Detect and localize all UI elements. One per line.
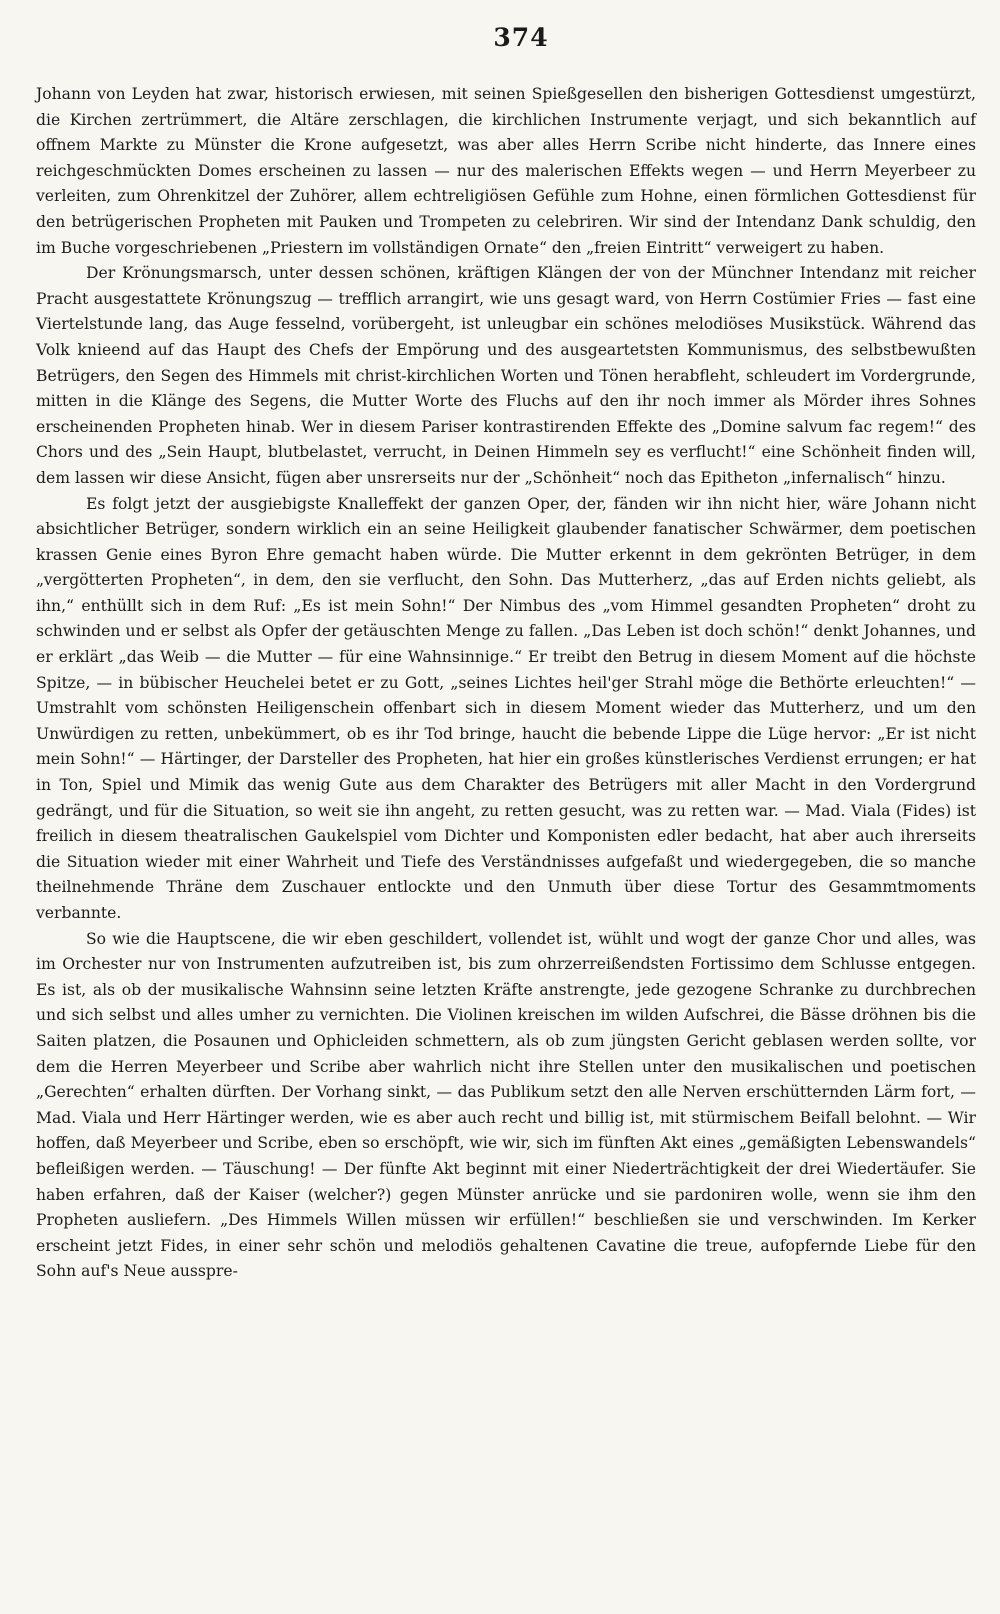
paragraph-2: Der Krönungsmarsch, unter dessen schönen, kräftigen Klängen der von der Münchner Intendanz mit reicher Pracht ausgestattete Krönungszug — trefflich arrangirt, wie uns gesagt ward, von Herrn Costümier Fries — fast eine Viertelstunde lang, das Auge fesselnd, vorübergeht, ist unleugbar ein schönes melodiöses Musikstück. Während das Volk knieend auf das Haupt des Chefs der Empörung und des ausgeartetsten Kommunismus, des selbstbewußten Betrügers, den Segen des Himmels mit christ-kirchlichen Worten und Tönen herabfleht, schleudert im Vordergrunde, mitten in die Klänge des Segens, die Mutter Worte des Fluchs auf den ihr noch immer als Mörder ihres Sohnes erscheinenden Propheten hinab. Wer in diesem Pariser kontrastirenden Effekte des „Domine salvum fac regem!“ des Chors und des „Sein Haupt, blutbelastet, verrucht, in Deinen Himmeln sey es verflucht!“ eine Schönheit finden will, dem lassen wir diese Ansicht, fügen aber unsrerseits nur der „Schönheit“ noch das Epitheton „infernalisch“ hinzu.	[36, 264, 976, 487]
document-page	[36, 0, 976, 1285]
paragraph-4: So wie die Hauptscene, die wir eben geschildert, vollendet ist, wühlt und wogt der ganze Chor und alles, was im Orchester nur von Instrumenten aufzutreiben ist, bis zum ohrzerreißendsten Fortissimo dem Schlusse entgegen. Es ist, als ob der musikalische Wahnsinn seine letzten Kräfte anstrengte, jede gezogene Schranke zu durchbrechen und sich selbst und alles umher zu vernichten. Die Violinen kreischen im wilden Aufschrei, die Bässe dröhnen bis die Saiten platzen, die Posaunen und Ophicleiden schmettern, als ob zum jüngsten Gericht geblasen werden sollte, vor dem die Herren Meyerbeer und Scribe aber wahrlich nicht ihre Stellen unter den musikalischen und poetischen „Gerechten“ erhalten dürften. Der Vorhang sinkt, — das Publikum setzt den alle Nerven erschütternden Lärm fort, — Mad. Viala und Herr Härtinger werden, wie es aber auch recht und billig ist, mit stürmischem Beifall belohnt. — Wir hoffen, daß Meyerbeer und Scribe, eben so erschöpft, wie wir, sich im fünften Akt eines „gemäßigten Lebenswandels“ befleißigen werden. — Täuschung! — Der fünfte Akt beginnt mit einer Niederträchtigkeit der drei Wiedertäufer. Sie haben erfahren, daß der Kaiser (welcher?) gegen Münster anrücke und sie pardoniren wolle, wenn sie ihm den Propheten ausliefern. „Des Himmels Willen müssen wir erfüllen!“ beschließen sie und verschwinden. Im Kerker erscheint jetzt Fides, in einer sehr schön und melodiös gehaltenen Cavatine die treue, aufopfernde Liebe für den Sohn auf's Neue ausspre-	[36, 929, 976, 1281]
body-text	[36, 82, 976, 1285]
page-number: 374	[493, 23, 549, 52]
paragraph-3: Es folgt jetzt der ausgiebigste Knalleffekt der ganzen Oper, der, fänden wir ihn nicht hier, wäre Johann nicht absichtlicher Betrüger, sondern wirklich ein an seine Heiligkeit glaubender fanatischer Schwärmer, dem poetischen krassen Genie eines Byron Ehre gemacht haben würde. Die Mutter erkennt in dem gekrönten Betrüger, in dem „vergötterten Propheten“, in dem, den sie verflucht, den Sohn. Das Mutterherz, „das auf Erden nichts geliebt, als ihn,“ enthüllt sich in dem Ruf: „Es ist mein Sohn!“ Der Nimbus des „vom Himmel gesandten Propheten“ droht zu schwinden und er selbst als Opfer der getäuschten Menge zu fallen. „Das Leben ist doch schön!“ denkt Johannes, und er erklärt „das Weib — die Mutter — für eine Wahnsinnige.“ Er treibt den Betrug in diesem Moment auf die höchste Spitze, — in bübischer Heuchelei betet er zu Gott, „seines Lichtes heil'ger Strahl möge die Bethörte erleuchten!“ — Umstrahlt vom schönsten Heiligenschein offenbart sich in diesem Moment wieder das Mutterherz, und um den Unwürdigen zu retten, unbekümmert, ob es ihr Tod bringe, haucht die bebende Lippe die Lüge hervor: „Er ist nicht mein Sohn!“ — Härtinger, der Darsteller des Propheten, hat hier ein großes künstlerisches Verdienst errungen; er hat in Ton, Spiel und Mimik das wenig Gute aus dem Charakter des Betrügers mit aller Macht in den Vordergrund gedrängt, und für die Situation, so weit sie ihn angeht, zu retten gesucht, was zu retten war. — Mad. Viala (Fides) ist freilich in diesem theatralischen Gaukelspiel vom Dichter und Komponisten edler bedacht, hat aber auch ihrerseits die Situation wieder mit einer Wahrheit und Tiefe des Verständnisses aufgefaßt und wiedergegeben, die so manche theilnehmende Thräne dem Zuschauer entlockte und den Unmuth über diese Tortur des Gesammtmoments verbannte.	[36, 494, 976, 922]
paragraph-1: Johann von Leyden hat zwar, historisch erwiesen, mit seinen Spießgesellen den bisherigen Gottesdienst umgestürzt, die Kirchen zertrümmert, die Altäre zerschlagen, die kirchlichen Instrumente verjagt, und sich bekanntlich auf offnem Markte zu Münster die Krone aufgesetzt, was aber alles Herrn Scribe nicht hinderte, das Innere eines reichgeschmückten Domes erscheinen zu lassen — nur des malerischen Effekts wegen — und Herrn Meyerbeer zu verleiten, zum Ohrenkitzel der Zuhörer, allem echtreligiösen Gefühle zum Hohne, einen förmlichen Gottesdienst für den betrügerischen Propheten mit Pauken und Trompeten zu celebriren. Wir sind der Intendanz Dank schuldig, den im Buche vorgeschriebenen „Priestern im vollständigen Ornate“ den „freien Eintritt“ verweigert zu haben.	[36, 85, 976, 257]
